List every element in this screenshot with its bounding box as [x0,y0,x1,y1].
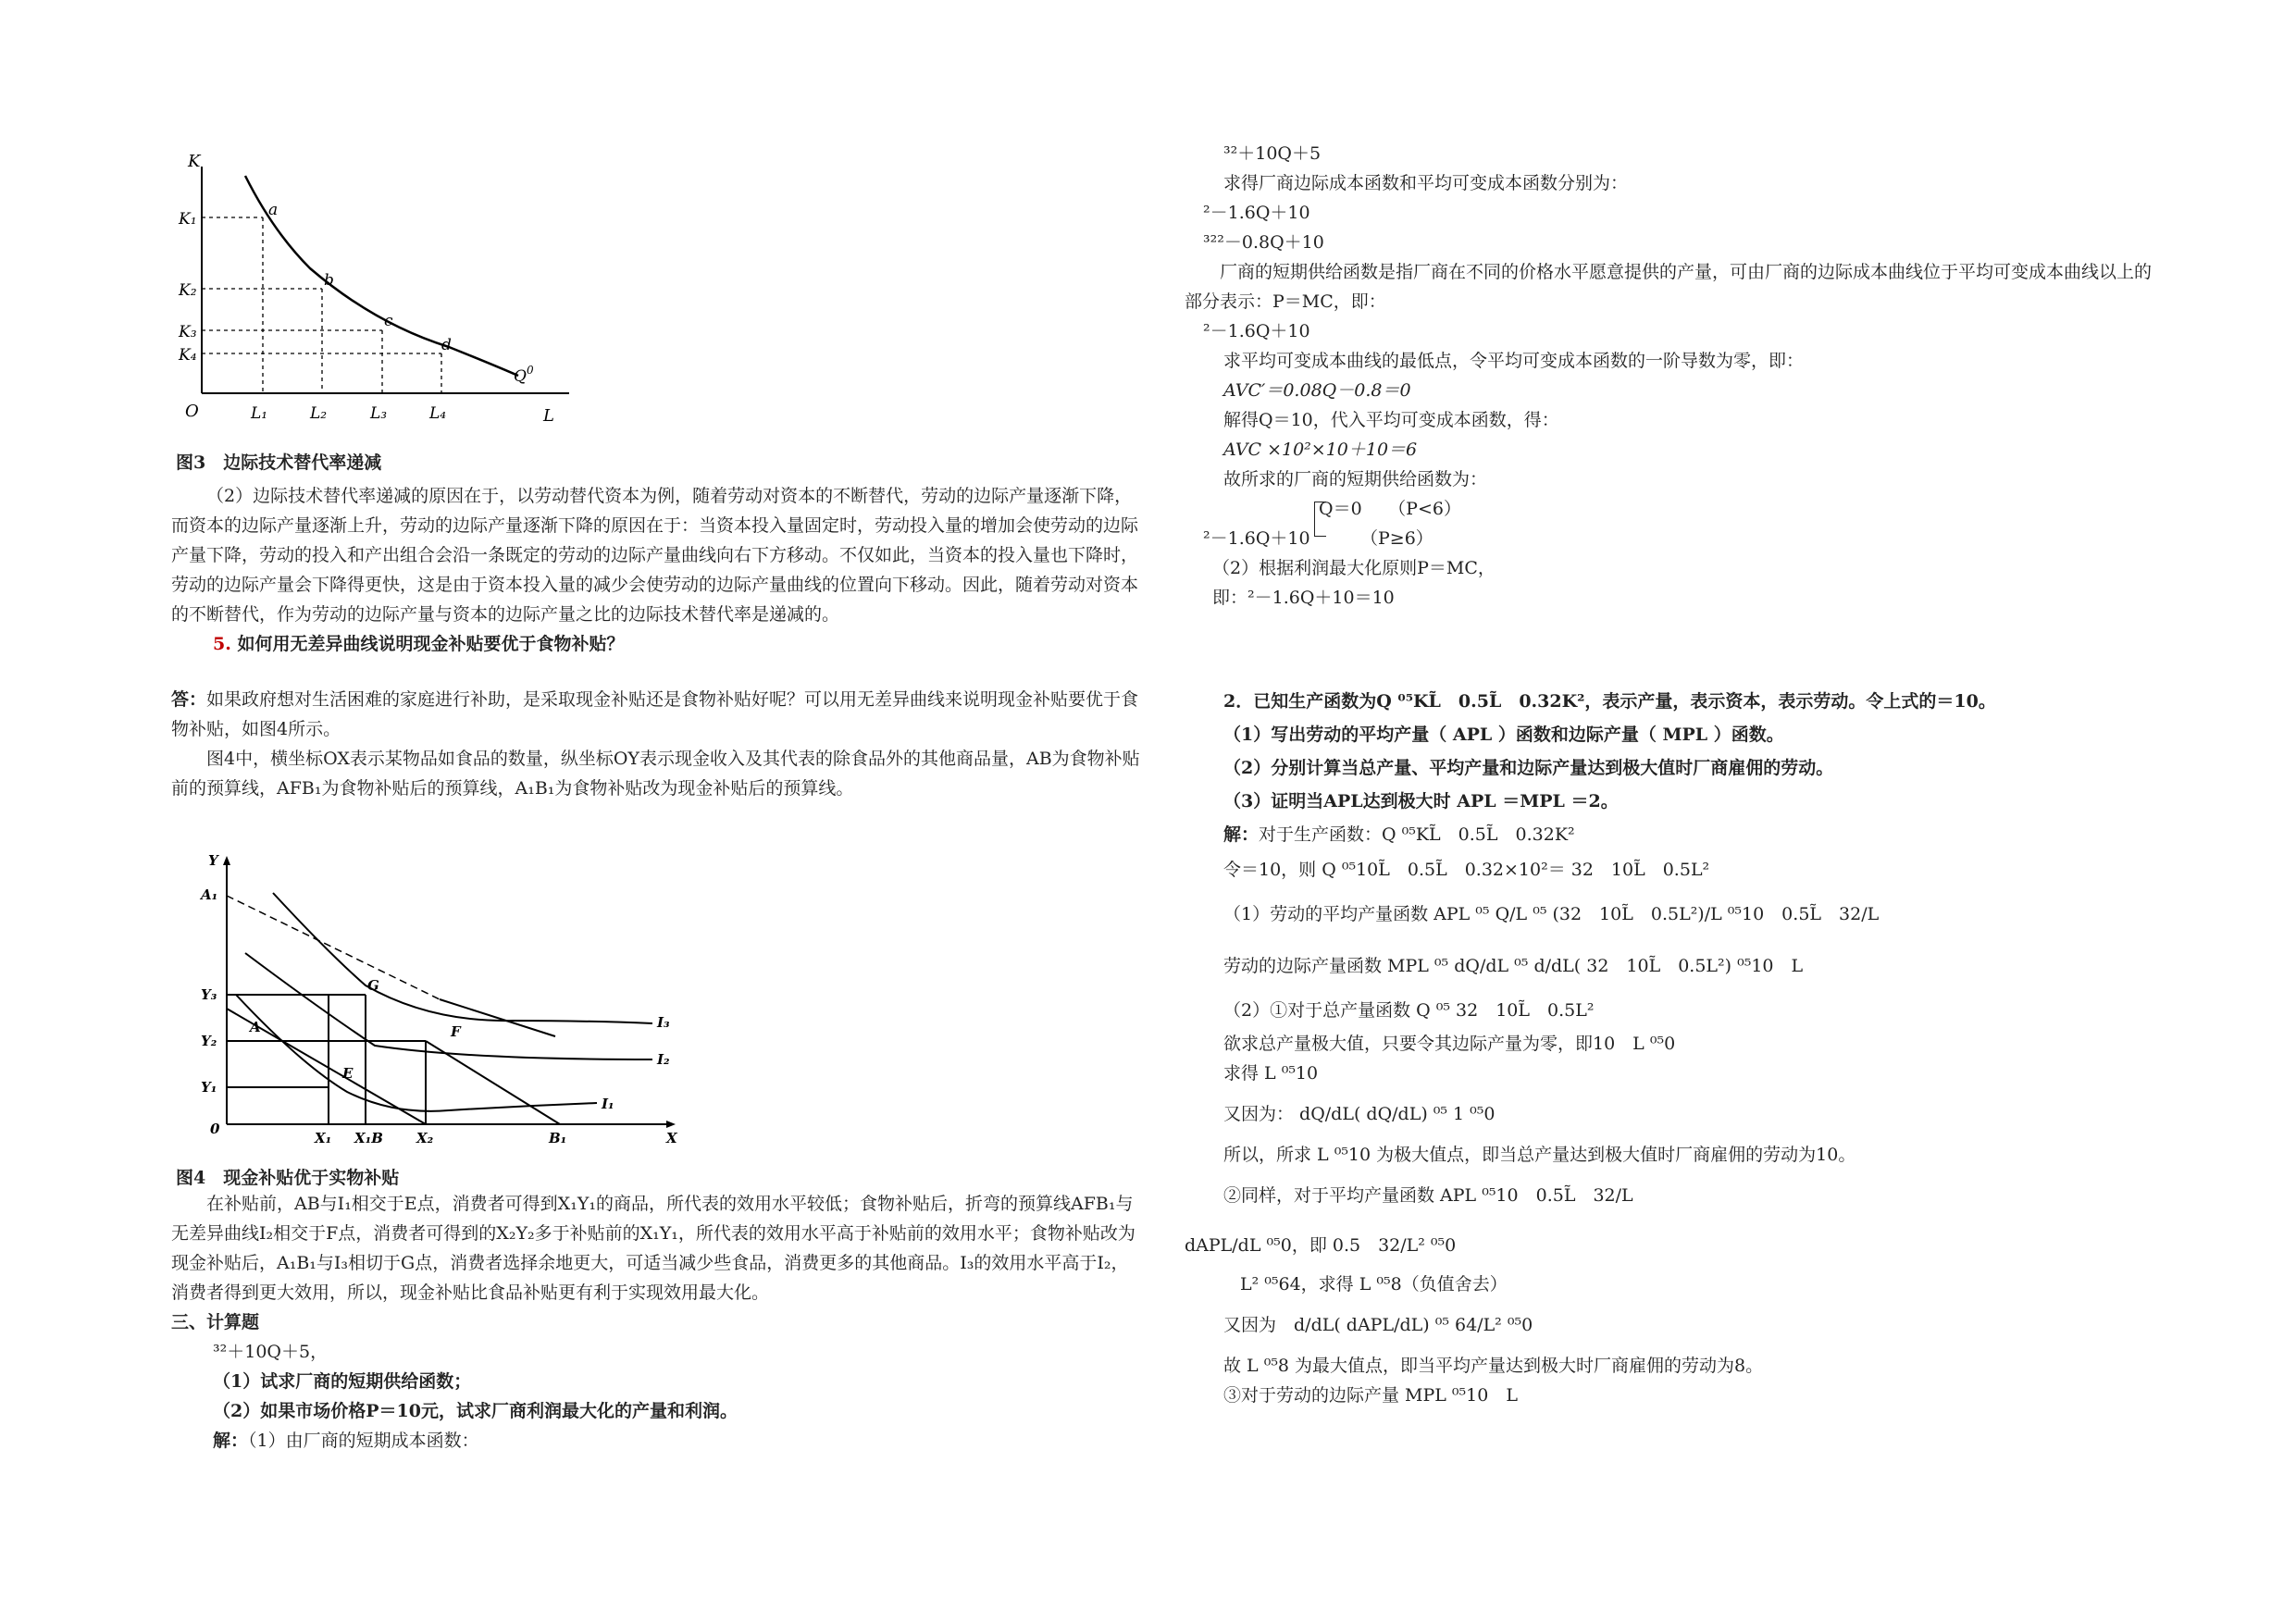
origin-label: O [185,402,199,421]
q2-line-13: 故 L ⁰⁵8 为最大值点，即当平均产量达到极大时厂商雇佣的劳动为8。 [1223,1356,1764,1376]
label-e: E [342,1065,354,1082]
figure-3-caption: 图3 边际技术替代率递减 [176,452,382,473]
axis-l-label: L [543,406,554,426]
axis-x-label: X [666,1130,677,1146]
q2-sub2: （2）分别计算当总产量、平均产量和边际产量达到极大值时厂商雇佣的劳动。 [1223,758,1834,778]
section-3-heading: 三、计算题 [171,1312,260,1332]
label-i2: I₂ [657,1051,670,1068]
curve-q-label: $Q^0$ [514,364,534,386]
label-y2: Y₂ [201,1033,217,1049]
paragraph-fig4-explain: 在补贴前，AB与I₁相交于E点，消费者可得到X₁Y₁的商品，所代表的效用水平较低；食物补贴后，折弯的预算线AFB₁与无差异曲线I₂相交于F点，消费者可得到的X₂Y₂多于补贴前的X₁Y₁，所代表的效用水平高于补贴前的效用水平；食物补贴改为现金补贴后，A₁B₁与I₃相切于G点，消费者选择余地更大，可适当减少些食品，消费更多的其他商品。I₃的效用水平高于I₂，消费者得到更大效用，所以，现金补贴比食品补贴更有利于实现效用最大化。 [171,1194,1136,1303]
q2-solution [1185,818,2156,851]
r-avc-deriv: AVC′＝0.08Q－0.8＝0 [1223,380,1411,401]
q2-sol-label: 解： [1223,824,1260,845]
calc-q1: （1）试求厂商的短期供给函数； [213,1371,472,1392]
label-x1: X₁ [315,1130,332,1146]
label-y1: Y₁ [201,1079,217,1096]
tick-l3: L₃ [370,404,388,423]
r-equation: 即：²－1.6Q＋10＝10 [1212,588,1395,608]
left-column-text-2 [171,1189,1143,1456]
label-y3: Y₃ [201,986,217,1003]
figure-4-subsidy-chart [190,851,689,1147]
right-column-solution-1 [1185,139,2156,613]
r-derive: 求得厂商边际成本函数和平均可变成本函数分别为： [1223,173,1629,193]
question-5-text: 如何用无差异曲线说明现金补贴要优于食物补贴？ [237,634,625,654]
r-mc-2: ²－1.6Q＋10 [1203,321,1310,341]
r-profit-max: （2）根据利润最大化原则P＝MC， [1212,558,1496,578]
calc-solution-start [171,1426,1143,1456]
r-avc: ³²²－0.8Q＋10 [1203,232,1324,253]
r-piecewise-fn: ²－1.6Q＋10 [1203,528,1310,549]
q2-line-12: 又因为 d/dL( dAPL/dL) ⁰⁵ 64/L² ⁰⁵0 [1223,1315,1533,1335]
r-min-avc: 求平均可变成本曲线的最低点，令平均可变成本函数的一阶导数为零，即： [1223,351,1805,371]
q2-line-14: ③对于劳动的边际产量 MPL ⁰⁵10 L [1223,1385,1518,1406]
q2-sol-text: 对于生产函数：Q ⁰⁵KL̃ 0.5L̃ 0.32K² [1259,824,1575,845]
r-mc: ²－1.6Q＋10 [1203,203,1310,223]
figure-4-caption: 图4 现金补贴优于实物补贴 [176,1168,400,1188]
q2-line-6: 求得 L ⁰⁵10 [1223,1063,1319,1084]
tick-l2: L₂ [310,404,328,423]
calc-q2: （2）如果市场价格P＝10元，试求厂商利润最大化的产量和利润。 [213,1401,738,1421]
q2-line-3: 劳动的边际产量函数 MPL ⁰⁵ dQ/dL ⁰⁵ d/dL( 32 10L̃ 0.5L²) ⁰⁵10 L [1223,956,1804,976]
r-piecewise [1185,494,2156,553]
tick-k2: K₂ [179,281,197,300]
r-supply-def: 厂商的短期供给函数是指厂商在不同的价格水平愿意提供的产量，可由厂商的边际成本曲线位于平均可变成本曲线以上的部分表示：P＝MC，即： [1185,262,2153,312]
q2-line-1: 令＝10，则 Q ⁰⁵10L̃ 0.5L̃ 0.32×10²＝ 32 10L̃ 0.5L² [1223,860,1710,880]
q2-line-9: ②同样，对于平均产量函数 APL ⁰⁵10 0.5L̃ 32/L [1223,1185,1633,1206]
q2-sub1: （1）写出劳动的平均产量（ APL ）函数和边际产量（ MPL ）函数。 [1223,725,1784,745]
r-piecewise-cond: （P≥6） [1360,528,1433,549]
brace-icon [1314,502,1326,537]
label-i3: I₃ [657,1014,670,1031]
paragraph-fig4-desc: 图4中，横坐标OX表示某物品如食品的数量，纵坐标OY表示现金收入及其代表的除食品外的其他商品量，AB为食物补贴前的预算线，AFB₁为食物补贴后的预算线，A₁B₁为食物补贴改为现金补贴后的预算线。 [171,749,1140,799]
r-cost-fn: ³²＋10Q＋5 [1223,143,1322,164]
axis-y-label: Y [208,852,218,869]
tick-l1: L₁ [251,404,268,423]
tick-k1: K₁ [179,210,197,229]
q2-line-10: dAPL/dL ⁰⁵0，即 0.5 32/L² ⁰⁵0 [1185,1235,1457,1256]
tick-l4: L₄ [429,404,447,423]
q2-line-5: 欲求总产量极大值，只要令其边际产量为零，即10 L ⁰⁵0 [1223,1034,1676,1054]
q2-title: 2．已知生产函数为Q ⁰⁵KL̃ 0.5L̃ 0.32K²，表示产量，表示资本，表示劳动。令上式的＝10。 [1223,691,1996,712]
q2-line-2: （1）劳动的平均产量函数 APL ⁰⁵ Q/L ⁰⁵ (32 10L̃ 0.5L²)/L ⁰⁵10 0.5L̃ 32/L [1223,904,1880,924]
label-f: F [451,1023,461,1040]
q2-sub3: （3）证明当APL达到极大时 APL ＝MPL ＝2。 [1223,791,1619,812]
paragraph-mrts: （2）边际技术替代率递减的原因在于，以劳动替代资本为例，随着劳动对资本的不断替代，劳动的边际产量逐渐下降，而资本的边际产量逐渐上升，劳动的边际产量逐渐下降的原因在于：当资本投入量固定时，劳动投入量的增加会使劳动的边际产量下降，劳动的投入和产出组合会沿一条既定的劳动的边际产量曲线向右下方移动。不仅如此，当资本的投入量也下降时，劳动的边际产量会下降得更快，这是由于资本投入量的减少会使劳动的边际产量曲线的位置向下移动。因此，随着劳动对资本的不断替代，作为劳动的边际产量与资本的边际产量之比的边际技术替代率是递减的。 [171,486,1139,625]
point-a: a [268,201,279,219]
q2-line-8: 所以，所求 L ⁰⁵10 为极大值点，即当总产量达到极大值时厂商雇佣的劳动为10。 [1223,1145,1856,1165]
label-g: G [367,977,379,994]
answer-text: 如果政府想对生活困难的家庭进行补助，是采取现金补贴还是食物补贴好呢？可以用无差异曲线来说明现金补贴要优于食物补贴，如图4所示。 [171,689,1139,739]
label-x2: X₂ [416,1130,434,1146]
q2-line-11: L² ⁰⁵64，求得 L ⁰⁵8（负值舍去） [1240,1274,1508,1295]
r-piecewise-q0: Q＝0 （P<6） [1319,499,1461,519]
tick-k3: K₃ [179,323,197,341]
label-x1b: X₁B [354,1130,383,1146]
origin-0: 0 [210,1121,220,1137]
left-column-text [171,481,1143,803]
calc-cost-function: ³²＋10Q＋5， [213,1342,329,1362]
question-5 [171,629,1143,659]
point-b: b [324,271,334,290]
figure-3-isoquant [171,148,578,426]
label-b1: B₁ [549,1130,567,1146]
answer-paragraph [171,685,1143,744]
point-c: c [384,312,393,330]
question-5-number: 5. [213,634,231,654]
r-avc-value: AVC ×10²×10＋10＝6 [1223,440,1418,460]
label-i1: I₁ [602,1096,614,1112]
point-d: d [441,336,452,354]
answer-label: 答： [171,689,207,710]
solution-label: 解： [213,1431,249,1451]
axis-k-label: K [188,152,201,171]
q2-line-4: （2）①对于总产量函数 Q ⁰⁵ 32 10L̃ 0.5L² [1223,1000,1595,1021]
r-solve: 解得Q＝10，代入平均可变成本函数，得： [1223,410,1559,430]
label-a: A [250,1019,261,1035]
right-column-question-2 [1185,685,2156,1410]
tick-k4: K₄ [179,346,197,365]
label-a1: A₁ [201,886,218,903]
q2-line-7: 又因为： dQ/dL( dQ/dL) ⁰⁵ 1 ⁰⁵0 [1223,1104,1496,1124]
r-supply-heading: 故所求的厂商的短期供给函数为： [1223,469,1488,489]
solution-text: （1）由厂商的短期成本函数： [248,1431,479,1451]
